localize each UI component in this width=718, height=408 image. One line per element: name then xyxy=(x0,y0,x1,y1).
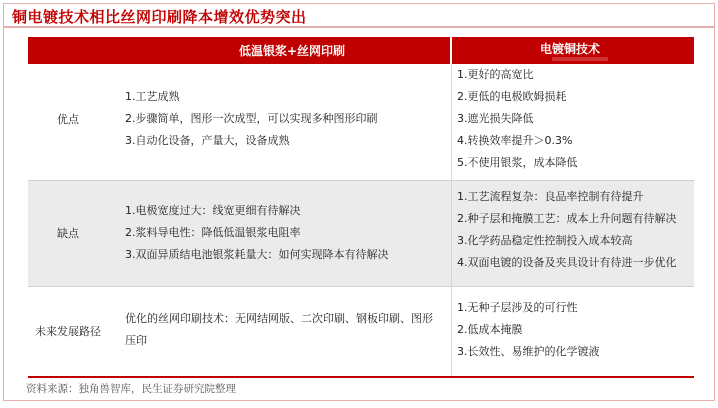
list-item: 2.步骤简单，图形一次成型，可以实现多种图形印刷 xyxy=(125,112,378,125)
content-frame xyxy=(3,27,715,401)
list-item: 1.更好的高宽比 xyxy=(457,68,534,81)
list-item: 5.不使用银浆，成本降低 xyxy=(457,156,578,169)
disadvantages-copper-plating-cell xyxy=(457,186,677,274)
source-note: 资料来源：独角兽智库，民生证券研究院整理 xyxy=(26,383,236,395)
header-label-copper-plating: 电镀铜技术 xyxy=(540,42,601,56)
row-label-advantages: 优点 xyxy=(57,113,79,126)
list-item: 1.无种子层涉及的可行性 xyxy=(457,301,578,314)
list-item: 3.长效性、易维护的化学镀液 xyxy=(457,345,600,358)
future-copper-plating-cell xyxy=(457,297,600,363)
list-item: 4.双面电镀的设备及夹具设计有待进一步优化 xyxy=(457,256,677,269)
list-item: 3.自动化设备，产量大，设备成熟 xyxy=(125,134,290,147)
header-label-screen-printing: 低温银浆+丝网印刷 xyxy=(239,44,346,58)
table-row-advantages xyxy=(28,64,694,180)
table-row-future-path xyxy=(28,287,694,376)
list-item: 3.化学药品稳定性控制投入成本较高 xyxy=(457,234,633,247)
disadvantages-screen-printing-cell xyxy=(125,200,389,266)
header-cell-copper-plating xyxy=(452,37,694,64)
table-row-disadvantages xyxy=(28,181,694,286)
header-cell-screen-printing xyxy=(120,37,450,64)
list-item: 2.更低的电极欧姆损耗 xyxy=(457,90,567,103)
column-divider xyxy=(451,64,452,376)
page-title: 铜电镀技术相比丝网印刷降本增效优势突出 xyxy=(12,8,307,26)
future-screen-printing-cell: 优化的丝网印刷技术：无网结网版、二次印刷、钢板印刷、图形压印 xyxy=(125,312,433,347)
list-item: 4.转换效率提升＞0.3% xyxy=(457,134,573,147)
list-item: 1.电极宽度过大：线宽更细有待解决 xyxy=(125,204,301,217)
list-item: 3.双面异质结电池银浆耗量大：如何实现降本有待解决 xyxy=(125,248,389,261)
header-cell-empty xyxy=(28,37,120,64)
list-item: 1.工艺成熟 xyxy=(125,90,180,103)
advantages-copper-plating-cell xyxy=(457,64,578,174)
list-item: 2.浆料导电性：降低低温银浆电阻率 xyxy=(125,226,301,239)
list-item: 1.工艺流程复杂：良品率控制有待提升 xyxy=(457,190,644,203)
table-bottom-rule xyxy=(28,376,694,378)
list-item: 3.遮光损失降低 xyxy=(457,112,534,125)
title-bar xyxy=(3,3,715,27)
comparison-table xyxy=(28,37,694,379)
row-label-future-path: 未来发展路径 xyxy=(35,325,101,338)
list-item: 2.低成本掩膜 xyxy=(457,323,523,336)
row-label-disadvantages: 缺点 xyxy=(57,227,79,240)
list-item: 2.种子层和掩膜工艺：成本上升问题有待解决 xyxy=(457,212,677,225)
header-overlap-artifact xyxy=(552,57,608,61)
advantages-screen-printing-cell xyxy=(125,86,378,152)
